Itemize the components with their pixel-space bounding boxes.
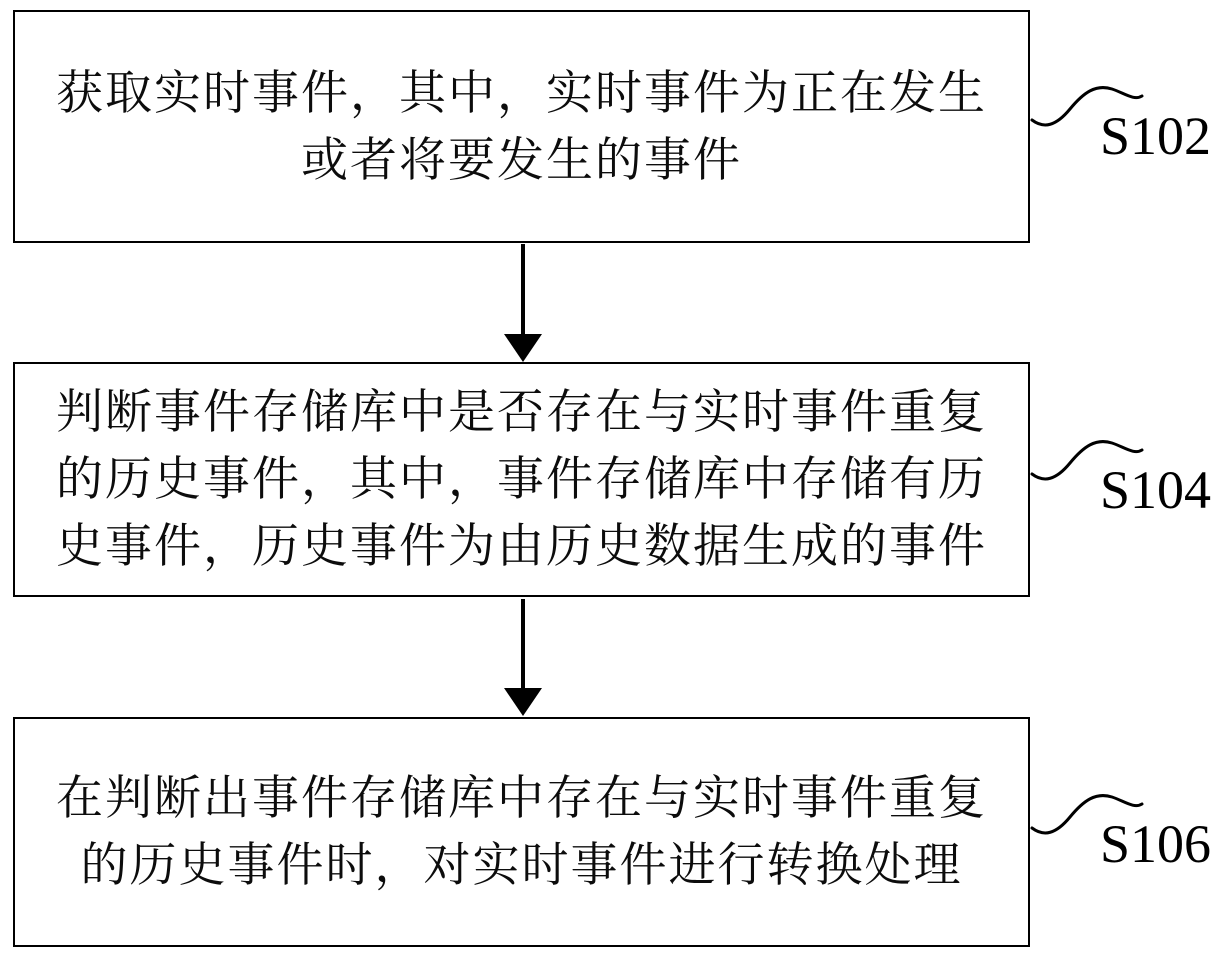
step-s106-text-line-2: 的历史事件时，对实时事件进行转换处理 [80, 838, 963, 893]
step-s102-text-line-2: 或者将要发生的事件 [301, 132, 742, 188]
step-label-group-s102 [1030, 76, 1228, 206]
step-s106-text-line-1: 在判断出事件存储库中存在与实时事件重复 [56, 771, 987, 826]
step-box-s104 [13, 362, 1030, 597]
step-label-s104: S104 [1100, 460, 1212, 520]
step-s104-text-line-2: 的历史事件，其中，事件存储库中存储有历 [56, 452, 987, 507]
step-label-group-s106 [1030, 784, 1228, 914]
step-box-s102 [13, 10, 1030, 243]
arrow-shaft [521, 244, 525, 336]
step-box-s106 [13, 717, 1030, 947]
step-label-group-s104 [1030, 430, 1228, 560]
arrow-shaft [521, 599, 525, 690]
step-s104-text-line-3: 史事件，历史事件为由历史数据生成的事件 [56, 519, 987, 574]
arrow-down-icon [503, 244, 543, 362]
step-label-s102: S102 [1100, 106, 1212, 166]
arrow-head [504, 334, 542, 362]
arrow-head [504, 688, 542, 716]
step-s102-text-line-1: 获取实时事件，其中，实时事件为正在发生 [56, 65, 987, 121]
step-label-s106: S106 [1100, 814, 1212, 874]
arrow-down-icon [503, 599, 543, 716]
step-s104-text-line-1: 判断事件存储库中是否存在与实时事件重复 [56, 385, 987, 440]
